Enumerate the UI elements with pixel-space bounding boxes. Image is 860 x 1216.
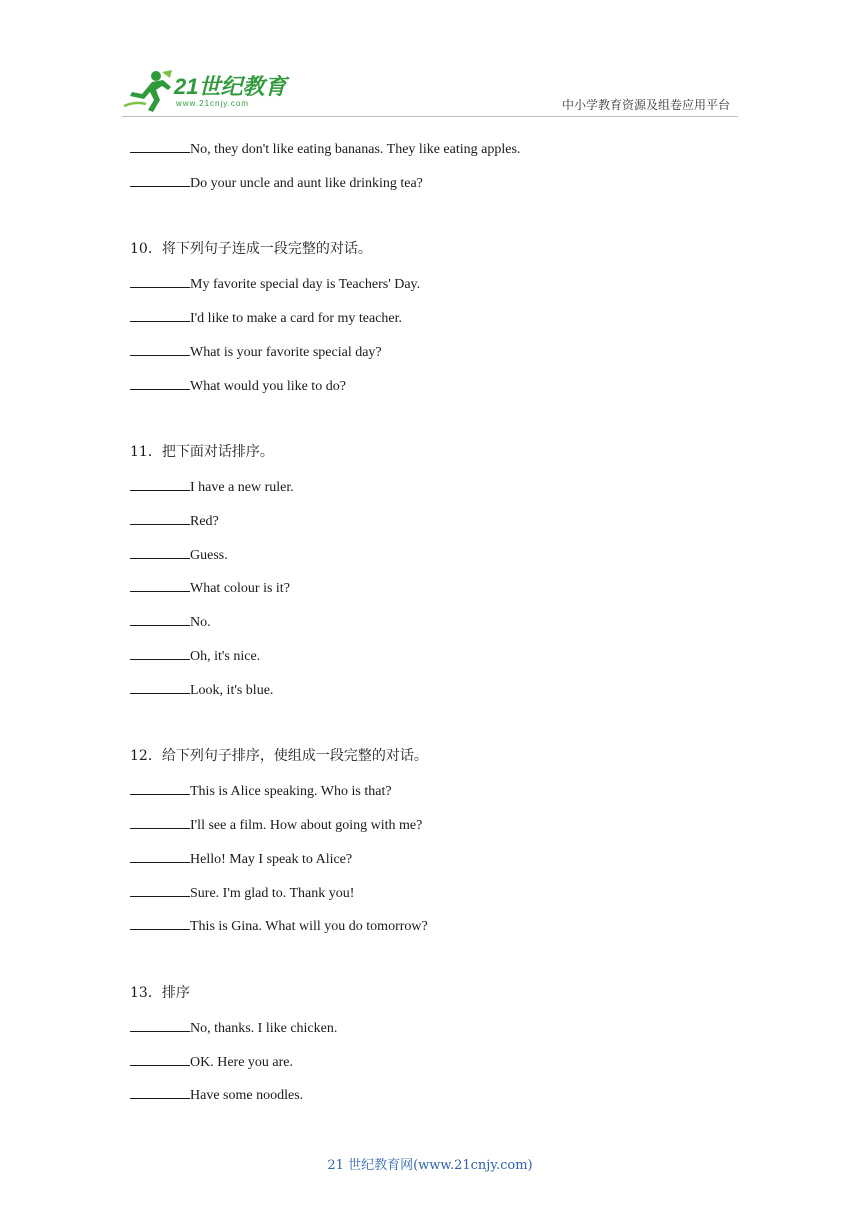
answer-blank[interactable] bbox=[130, 1052, 190, 1066]
answer-line bbox=[130, 849, 352, 869]
question-13-title: 13．排序 bbox=[130, 985, 190, 1001]
sentence-text: This is Gina. What will you do tomorrow? bbox=[190, 919, 428, 934]
answer-line bbox=[130, 646, 260, 666]
answer-blank[interactable] bbox=[130, 308, 190, 322]
answer-blank[interactable] bbox=[130, 815, 190, 829]
answer-line bbox=[130, 815, 422, 835]
answer-line bbox=[130, 511, 219, 531]
answer-line bbox=[130, 1018, 337, 1038]
answer-blank[interactable] bbox=[130, 477, 190, 491]
answer-line bbox=[130, 376, 346, 396]
answer-line bbox=[130, 680, 273, 700]
sentence-text: OK. Here you are. bbox=[190, 1055, 294, 1070]
sentence-text: What colour is it? bbox=[190, 581, 290, 596]
answer-blank[interactable] bbox=[130, 545, 190, 559]
answer-blank[interactable] bbox=[130, 376, 190, 390]
sentence-text: What is your favorite special day? bbox=[190, 345, 382, 360]
answer-line bbox=[130, 342, 382, 362]
answer-line bbox=[130, 883, 354, 903]
answer-blank[interactable] bbox=[130, 342, 190, 356]
answer-blank[interactable] bbox=[130, 883, 190, 897]
platform-name: 中小学教育资源及组卷应用平台 bbox=[561, 98, 730, 112]
answer-blank[interactable] bbox=[130, 612, 190, 626]
answer-blank[interactable] bbox=[130, 511, 190, 525]
answer-line bbox=[130, 274, 420, 294]
answer-line bbox=[130, 1052, 293, 1072]
sentence-text: I'd like to make a card for my teacher. bbox=[190, 311, 403, 326]
page-header bbox=[0, 0, 860, 122]
sentence-text: What would you like to do? bbox=[190, 379, 346, 394]
answer-blank[interactable] bbox=[130, 1085, 190, 1099]
answer-line bbox=[130, 916, 428, 936]
answer-blank[interactable] bbox=[130, 139, 190, 153]
sentence-text: I'll see a film. How about going with me? bbox=[190, 818, 423, 833]
sentence-text: My favorite special day is Teachers' Day. bbox=[190, 277, 421, 292]
answer-blank[interactable] bbox=[130, 781, 190, 795]
answer-blank[interactable] bbox=[130, 274, 190, 288]
answer-blank[interactable] bbox=[130, 916, 190, 930]
sentence-text: Guess. bbox=[190, 548, 228, 563]
sentence-text: I have a new ruler. bbox=[190, 480, 294, 495]
sentence-text: Hello! May I speak to Alice? bbox=[190, 852, 353, 867]
sentence-text: Do your uncle and aunt like drinking tea? bbox=[190, 176, 423, 191]
sentence-text: Red? bbox=[190, 514, 219, 529]
sentence-text: Look, it's blue. bbox=[190, 683, 274, 698]
sentence-text: Oh, it's nice. bbox=[190, 649, 261, 664]
answer-line bbox=[130, 545, 228, 565]
answer-blank[interactable] bbox=[130, 680, 190, 694]
answer-blank[interactable] bbox=[130, 1018, 190, 1032]
header-divider bbox=[122, 116, 738, 117]
answer-blank[interactable] bbox=[130, 578, 190, 592]
answer-blank[interactable] bbox=[130, 173, 190, 187]
runner-logo-icon bbox=[122, 68, 174, 114]
sentence-text: No. bbox=[190, 615, 211, 630]
answer-line bbox=[130, 1085, 303, 1105]
answer-line bbox=[130, 139, 520, 159]
answer-blank[interactable] bbox=[130, 646, 190, 660]
page-footer[interactable]: 21 世纪教育网(www.21cnjy.com) bbox=[327, 1158, 533, 1173]
answer-line bbox=[130, 781, 392, 801]
answer-line bbox=[130, 173, 423, 193]
question-10-title: 10．将下列句子连成一段完整的对话。 bbox=[130, 241, 372, 257]
question-12-title: 12．给下列句子排序，使组成一段完整的对话。 bbox=[130, 748, 428, 764]
sentence-text: Have some noodles. bbox=[190, 1088, 304, 1103]
sentence-text: No, thanks. I like chicken. bbox=[190, 1021, 338, 1036]
question-11-title: 11．把下面对话排序。 bbox=[130, 444, 274, 460]
answer-line bbox=[130, 578, 290, 598]
site-logo[interactable] bbox=[122, 68, 292, 116]
sentence-text: This is Alice speaking. Who is that? bbox=[190, 784, 392, 799]
answer-line bbox=[130, 612, 211, 632]
answer-line bbox=[130, 477, 294, 497]
answer-line bbox=[130, 308, 402, 328]
logo-text: 21世纪教育 bbox=[174, 74, 287, 99]
answer-blank[interactable] bbox=[130, 849, 190, 863]
sentence-text: Sure. I'm glad to. Thank you! bbox=[190, 886, 355, 901]
logo-url: www.21cnjy.com bbox=[176, 99, 249, 108]
sentence-text: No, they don't like eating bananas. They like eating apples. bbox=[190, 142, 521, 157]
